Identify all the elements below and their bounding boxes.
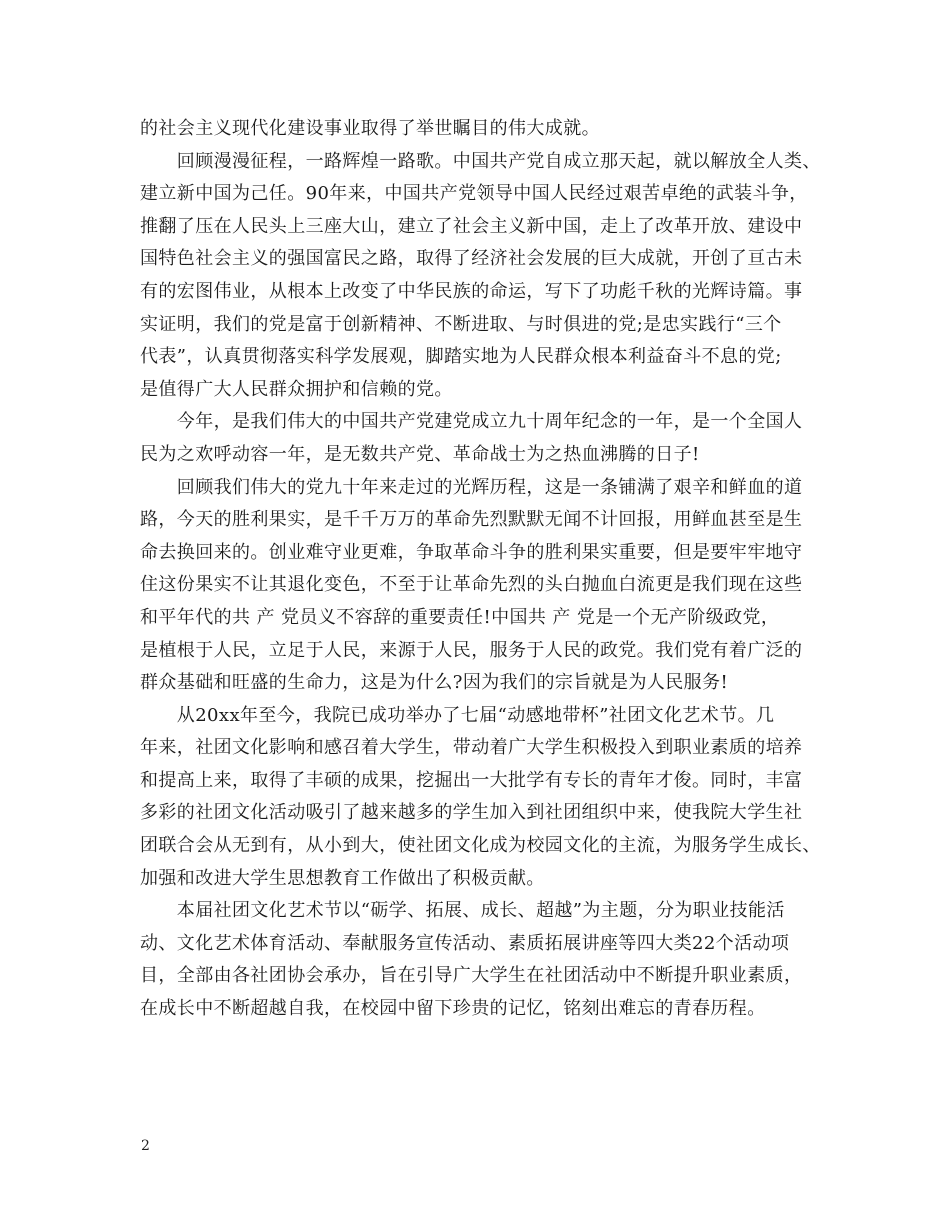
text-line: 团联合会从无到有，从小到大，使社团文化成为校园文化的主流，为服务学生成长、 — [140, 835, 821, 857]
text-line: 加强和改进大学生思想教育工作做出了积极贡献。 — [140, 867, 545, 889]
text-line: 在成长中不断超越自我，在校园中留下珍贵的记忆，铭刻出难忘的青春历程。 — [140, 998, 766, 1020]
text-line: 多彩的社团文化活动吸引了越来越多的学生加入到社团组织中来，使我院大学生社 — [140, 802, 803, 824]
text-line: 群众基础和旺盛的生命力，这是为什么?因为我们的宗旨就是为人民服务! — [140, 672, 729, 694]
text-line: 本届社团文化艺术节以“砺学、拓展、成长、超越”为主题，分为职业技能活 — [140, 900, 785, 922]
text-line: 年来，社团文化影响和感召着大学生，带动着广大学生积极投入到职业素质的培养 — [140, 737, 803, 759]
text-line: 住这份果实不让其退化变色，不至于让革命先烈的头白抛血白流更是我们现在这些 — [140, 574, 803, 596]
document-body — [140, 113, 826, 1026]
text-line: 和提高上来，取得了丰硕的成果，挖掘出一大批学有专长的青年才俊。同时，丰富 — [140, 769, 803, 791]
text-line: 实证明，我们的党是富于创新精神、不断进取、与时俱进的党;是忠实践行“三个 — [140, 313, 782, 335]
text-line: 国特色社会主义的强国富民之路，取得了经济社会发展的巨大成就，开创了亘古未 — [140, 248, 803, 270]
text-line: 的社会主义现代化建设事业取得了举世瞩目的伟大成就。 — [140, 118, 600, 139]
text-line: 从20xx年至今，我院已成功举办了七届“动感地带杯”社团文化艺术节。几 — [140, 704, 775, 726]
text-line: 命去换回来的。创业难守业更难，争取革命斗争的胜利果实重要，但是要牢牢地守 — [140, 541, 803, 563]
text-line: 建立新中国为己任。90年来，中国共产党领导中国人民经过艰苦卓绝的武装斗争， — [140, 183, 808, 205]
text-line: 今年，是我们伟大的中国共产党建党成立九十周年纪念的一年，是一个全国人 — [140, 411, 803, 433]
text-line: 代表”，认真贯彻落实科学发展观，脚踏实地为人民群众根本利益奋斗不息的党; — [140, 346, 782, 368]
text-line: 推翻了压在人民头上三座大山，建立了社会主义新中国，走上了改革开放、建设中 — [140, 215, 803, 237]
text-line: 路，今天的胜利果实，是千千万万的革命先烈默默无闻不计回报，用鲜血甚至是生 — [140, 509, 803, 531]
text-line: 回顾我们伟大的党九十年来走过的光辉历程，这是一条铺满了艰辛和鲜血的道 — [140, 476, 803, 498]
text-line: 目，全部由各社团协会承办，旨在引导广大学生在社团活动中不断提升职业素质， — [140, 965, 803, 987]
text-line: 和平年代的共 产 党员义不容辞的重要责任!中国共 产 党是一个无产阶级政党， — [140, 606, 780, 628]
text-line: 是植根于人民，立足于人民，来源于人民，服务于人民的政党。我们党有着广泛的 — [140, 639, 803, 661]
text-line: 回顾漫漫征程，一路辉煌一路歌。中国共产党自成立那天起，就以解放全人类、 — [140, 150, 821, 172]
text-line: 民为之欢呼动容一年，是无数共产党、革命战士为之热血沸腾的日子! — [140, 443, 700, 465]
text-line: 动、文化艺术体育活动、奉献服务宣传活动、素质拓展讲座等四大类22个活动项 — [140, 932, 790, 954]
text-line: 有的宏图伟业，从根本上改变了中华民族的命运，写下了功彪千秋的光辉诗篇。事 — [140, 280, 803, 302]
page-number: 2 — [141, 1138, 150, 1154]
text-line: 是值得广大人民群众拥护和信赖的党。 — [140, 378, 453, 400]
